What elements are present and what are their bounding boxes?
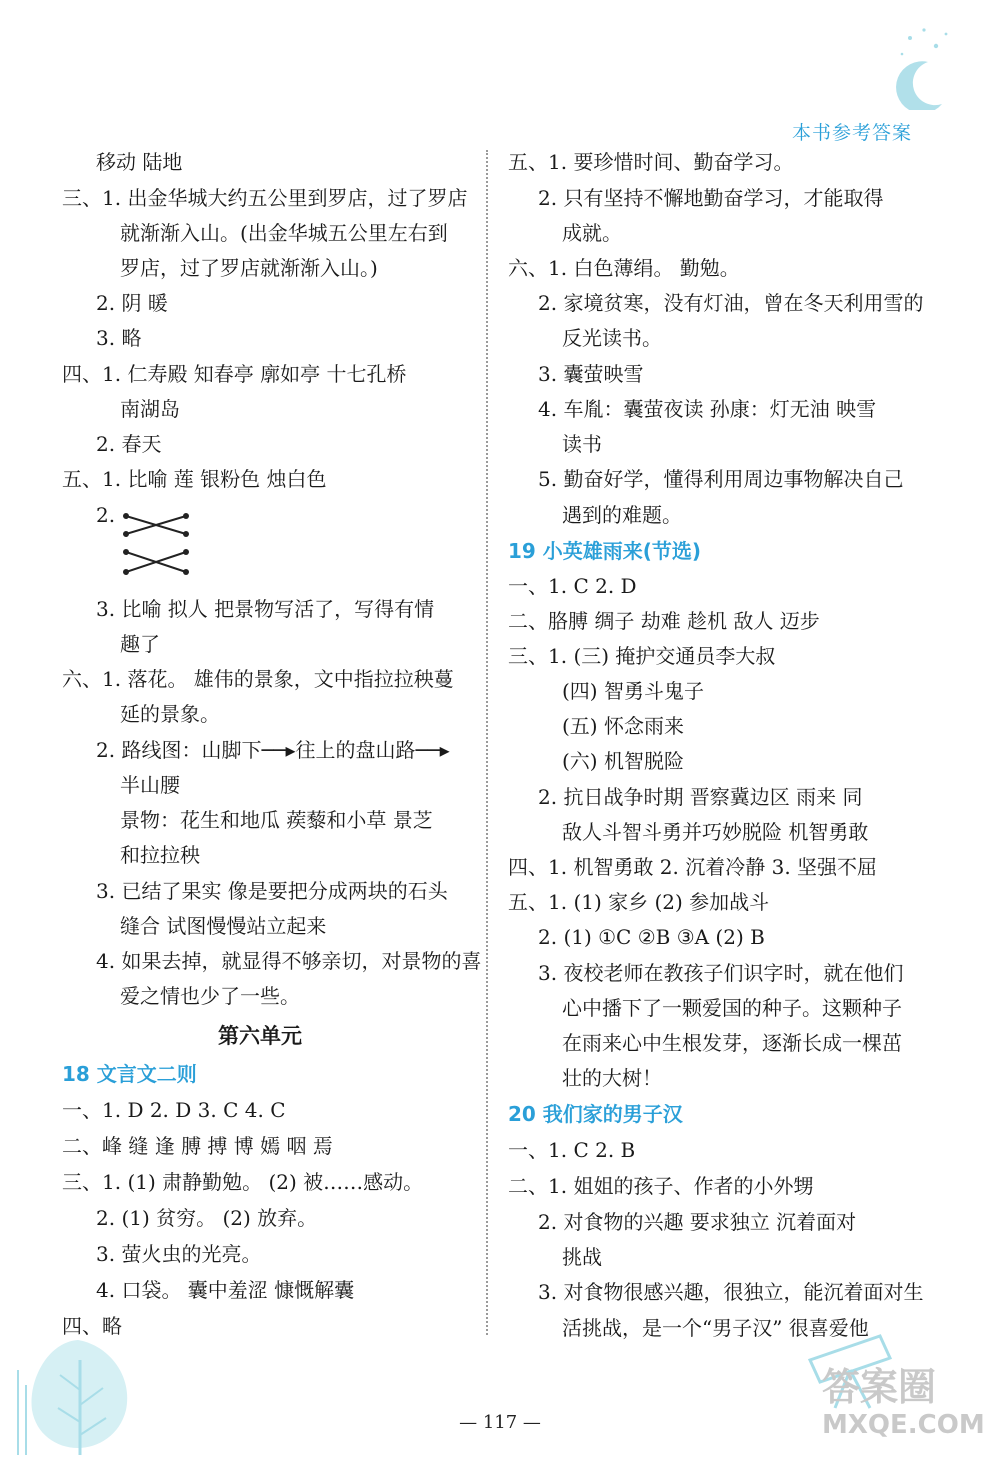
answer-line: 移动 陆地 bbox=[96, 150, 183, 174]
answer-line: 3. 略 bbox=[96, 326, 142, 350]
answer-line: (五) 怀念雨来 bbox=[562, 714, 684, 738]
answer-line: 2. 只有坚持不懈地勤奋学习，才能取得 bbox=[538, 186, 884, 210]
answer-line: 3. 夜校老师在教孩子们识字时，就在他们 bbox=[538, 961, 904, 985]
answer-line: 就渐渐入山。(出金华城五公里左右到 bbox=[120, 221, 448, 245]
answer-line: 二、胳膊 绸子 劫难 趁机 敌人 迈步 bbox=[508, 609, 820, 633]
answer-line: 半山腰 bbox=[120, 773, 180, 797]
moon-stars-decoration bbox=[880, 20, 960, 110]
answer-line: 活挑战，是一个“男子汉” 很喜爱他 bbox=[562, 1316, 869, 1340]
answer-line: 壮的大树！ bbox=[562, 1066, 662, 1090]
answer-line: 一、1. D 2. D 3. C 4. C bbox=[62, 1098, 286, 1122]
answer-line: 三、1. (1) 肃静勤勉。 (2) 被……感动。 bbox=[62, 1170, 424, 1194]
answer-line: 五、1. (1) 家乡 (2) 参加战斗 bbox=[508, 890, 770, 914]
answer-line: 四、略 bbox=[62, 1314, 122, 1338]
tree-decoration bbox=[8, 1330, 138, 1455]
answer-line: 4. 车胤：囊萤夜读 孙康：灯无油 映雪 bbox=[538, 397, 877, 421]
answer-line: 3. 萤火虫的光亮。 bbox=[96, 1242, 262, 1266]
watermark-text-secondary: MXQE.COM bbox=[822, 1410, 985, 1440]
answer-line: 5. 勤奋好学，懂得利用周边事物解决自己 bbox=[538, 467, 904, 491]
answer-line: 爱之情也少了一些。 bbox=[120, 984, 300, 1008]
answer-line: 一、1. C 2. B bbox=[508, 1138, 636, 1162]
answer-line: 一、1. C 2. D bbox=[508, 574, 637, 598]
answer-line: 2. 春天 bbox=[96, 432, 162, 456]
answer-line: 二、1. 姐姐的孩子、作者的小外甥 bbox=[508, 1174, 814, 1198]
answer-line: 三、1. (三) 掩护交通员李大叔 bbox=[508, 644, 776, 668]
answer-line: 和拉拉秧 bbox=[120, 843, 200, 867]
answer-line: 罗店，过了罗店就渐渐入山。) bbox=[120, 256, 378, 280]
answer-line: 延的景象。 bbox=[120, 702, 220, 726]
answer-line: 五、1. 比喻 莲 银粉色 烛白色 bbox=[62, 467, 327, 491]
answer-line: 2. (1) 贫穷。 (2) 放弃。 bbox=[96, 1206, 318, 1230]
matching-lines-diagram bbox=[120, 512, 200, 578]
answer-line: 反光读书。 bbox=[562, 326, 662, 350]
answer-line: 3. 囊萤映雪 bbox=[538, 362, 644, 386]
page-number: — 117 — bbox=[459, 1412, 541, 1433]
watermark-text-primary: 答案圈 bbox=[822, 1365, 937, 1409]
answer-line: 景物：花生和地瓜 蒺藜和小草 景芝 bbox=[120, 808, 433, 832]
answer-line: 读书 bbox=[562, 432, 602, 456]
lesson-title: 20 我们家的男子汉 bbox=[508, 1102, 683, 1126]
column-divider bbox=[486, 150, 488, 1335]
answer-line: 2. 路线图：山脚下──▸往上的盘山路──▸ bbox=[96, 738, 450, 762]
answer-line: 四、1. 机智勇敢 2. 沉着冷静 3. 坚强不屈 bbox=[508, 855, 878, 879]
lesson-title: 18 文言文二则 bbox=[62, 1062, 197, 1086]
answer-line: 2. 家境贫寒，没有灯油，曾在冬天利用雪的 bbox=[538, 291, 924, 315]
answer-line: 2. (1) ①C ②B ③A (2) B bbox=[538, 925, 765, 949]
answer-line: (六) 机智脱险 bbox=[562, 749, 684, 773]
answer-line: 南湖岛 bbox=[120, 397, 180, 421]
page-header-title: 本书参考答案 bbox=[791, 122, 912, 144]
answer-line: 趣了 bbox=[120, 632, 160, 656]
answer-line: 五、1. 要珍惜时间、勤奋学习。 bbox=[508, 150, 794, 174]
answer-line: 在雨来心中生根发芽，逐渐长成一棵茁 bbox=[562, 1031, 902, 1055]
answer-line: 2. 抗日战争时期 晋察冀边区 雨来 同 bbox=[538, 785, 863, 809]
unit-title: 第六单元 bbox=[218, 1024, 302, 1048]
answer-line: 2. 对食物的兴趣 要求独立 沉着面对 bbox=[538, 1210, 857, 1234]
answer-line: 3. 对食物很感兴趣，很独立，能沉着面对生 bbox=[538, 1280, 924, 1304]
answer-line: 三、1. 出金华城大约五公里到罗店，过了罗店 bbox=[62, 186, 468, 210]
answer-line: 4. 口袋。 囊中羞涩 慷慨解囊 bbox=[96, 1278, 355, 1302]
answer-line: 敌人斗智斗勇并巧妙脱险 机智勇敢 bbox=[562, 820, 869, 844]
answer-line: 2. bbox=[96, 503, 116, 527]
answer-line: 二、峰 缝 逢 膊 搏 博 嫣 咽 焉 bbox=[62, 1134, 333, 1158]
answer-line: 六、1. 白色薄绢。 勤勉。 bbox=[508, 256, 740, 280]
answer-line: 六、1. 落花。 雄伟的景象，文中指拉拉秧蔓 bbox=[62, 667, 454, 691]
answer-line: 3. 已结了果实 像是要把分成两块的石头 bbox=[96, 879, 448, 903]
answer-line: 2. 阴 暖 bbox=[96, 291, 168, 315]
answer-line: 4. 如果去掉，就显得不够亲切，对景物的喜 bbox=[96, 949, 482, 973]
answer-line: 挑战 bbox=[562, 1245, 602, 1269]
lesson-title: 19 小英雄雨来(节选) bbox=[508, 539, 702, 563]
answer-line: 心中播下了一颗爱国的种子。这颗种子 bbox=[562, 996, 902, 1020]
answer-line: 3. 比喻 拟人 把景物写活了，写得有情 bbox=[96, 597, 435, 621]
answer-line: 四、1. 仁寿殿 知春亭 廓如亭 十七孔桥 bbox=[62, 362, 407, 386]
answer-line: 缝合 试图慢慢站立起来 bbox=[120, 914, 327, 938]
answer-line: 遇到的难题。 bbox=[562, 503, 682, 527]
answer-line: 成就。 bbox=[562, 221, 622, 245]
answer-line: (四) 智勇斗鬼子 bbox=[562, 679, 704, 703]
